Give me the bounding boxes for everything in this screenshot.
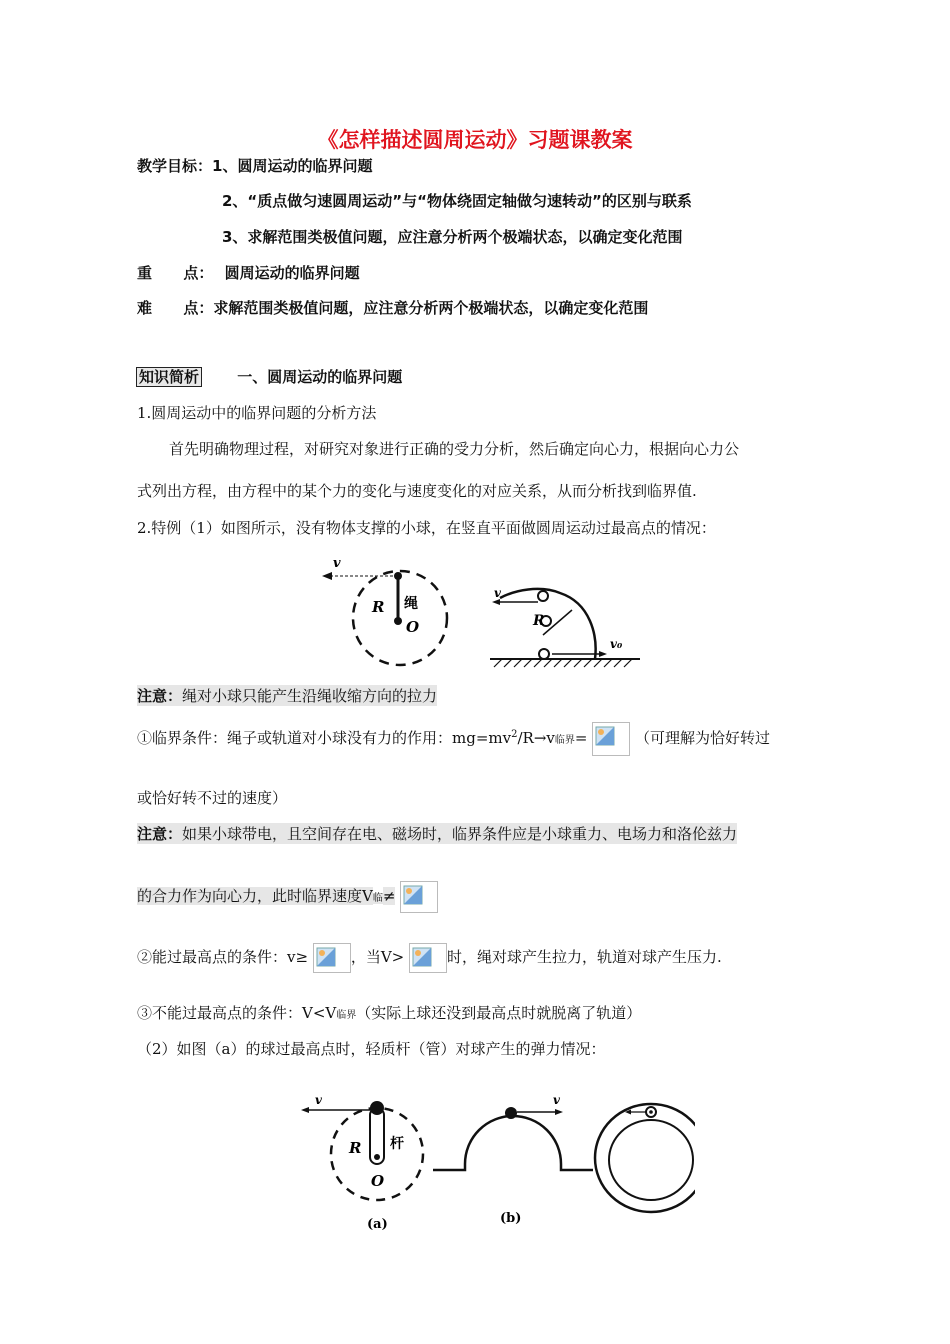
label-o-a: O <box>371 1172 385 1190</box>
page-title: 《怎样描述圆周运动》习题课教案 <box>317 128 633 152</box>
formula-image-icon <box>592 722 630 756</box>
cond1-sup: 2 <box>511 729 518 740</box>
label-v0: v₀ <box>610 637 623 651</box>
cond3-suffix: （实际上球还没到最高点时就脱离了轨道） <box>356 1004 642 1022</box>
figure-rope-track <box>310 555 650 675</box>
condition-2 <box>137 943 722 973</box>
caption-b: (b) <box>500 1211 522 1226</box>
key-point-text: 圆周运动的临界问题 <box>224 264 360 282</box>
cond1-suffix: （可理解为恰好转过 <box>635 729 771 747</box>
cond1-mid: /R→v <box>517 729 555 747</box>
arrow-head <box>322 572 332 580</box>
cond1-prefix: ①临界条件：绳子或轨道对小球没有力的作用：mg=mv <box>137 729 512 747</box>
arch-track <box>433 1116 593 1170</box>
goal-item-2: 2、“质点做匀速圆周运动”与“物体绕固定轴做匀速转动”的区别与联系 <box>222 192 692 210</box>
rod-pivot <box>374 1154 380 1160</box>
section-tag: 知识简析 <box>136 367 202 387</box>
note-2-text: 如果小球带电，且空间存在电、磁场时，临界条件应是小球重力、电场力和洛伦兹力 <box>182 825 738 843</box>
formula-image-icon <box>400 881 438 913</box>
note-1-text: 绳对小球只能产生沿绳收缩方向的拉力 <box>182 687 438 705</box>
formula-image-icon <box>313 943 351 973</box>
label-v-b: v <box>553 1093 560 1107</box>
condition-1 <box>137 722 770 756</box>
cond2-prefix: ②能过最高点的条件：v≥ <box>137 948 309 966</box>
condition-3 <box>137 1002 641 1023</box>
cond3-sub: 临界 <box>336 1010 357 1021</box>
goals-row-1 <box>137 155 372 176</box>
caption-a: (a) <box>367 1217 388 1232</box>
ball-top-track <box>538 591 548 601</box>
cond1-sub: 临界 <box>554 735 575 746</box>
goals-label: 教学目标： <box>137 157 213 175</box>
ground-hatch <box>494 659 632 667</box>
formula-image-icon <box>409 943 447 973</box>
para2: 2.特例（1）如图所示，没有物体支撑的小球，在竖直平面做圆周运动过最高点的情况： <box>137 519 716 537</box>
label-r-a: R <box>349 1139 362 1157</box>
cond3-prefix: ③不能过最高点的条件：V<V <box>137 1004 337 1022</box>
para1-line2: 式列出方程，由方程中的某个力的变化与速度变化的对应关系，从而分析找到临界值. <box>137 482 697 500</box>
note-1-label: 注意： <box>137 687 183 705</box>
center-dot <box>394 617 402 625</box>
cond2-mid: ，当V> <box>350 948 405 966</box>
label-rope: 绳 <box>404 596 418 612</box>
key-point <box>137 262 360 283</box>
key-point-label: 重 点： <box>137 264 214 282</box>
para3: （2）如图（a）的球过最高点时，轻质杆（管）对球产生的弹力情况： <box>137 1040 606 1058</box>
note2-line2-prefix: 的合力作为向心力，此时临界速度V <box>137 887 373 905</box>
difficult-point <box>137 297 648 318</box>
para1-heading: 1.圆周运动中的临界问题的分析方法 <box>137 404 377 422</box>
note-2 <box>137 823 737 844</box>
cond1-eq: = <box>574 729 588 747</box>
ball-rod <box>370 1101 384 1115</box>
note-2-line2 <box>137 881 438 913</box>
label-v-track: v <box>494 586 501 600</box>
label-v-a: v <box>315 1093 322 1107</box>
section-heading: 一、圆周运动的临界问题 <box>237 368 403 386</box>
note-1 <box>137 685 437 706</box>
para1-line1: 首先明确物理过程，对研究对象进行正确的受力分析，然后确定向心力，根据向心力公 <box>169 440 740 458</box>
difficult-point-label: 难 点： <box>137 299 214 317</box>
goal-item-3: 3、求解范围类极值问题，应注意分析两个极端状态，以确定变化范围 <box>222 228 683 246</box>
label-v: v <box>333 556 341 571</box>
label-o: O <box>406 618 420 636</box>
note-2-label: 注意： <box>137 825 183 843</box>
note2-line2-suffix: ≠ <box>382 887 396 905</box>
goal-item-1: 1、圆周运动的临界问题 <box>212 157 373 175</box>
ball-bottom-track <box>539 649 549 659</box>
cond2-suffix: 时，绳对球产生拉力，轨道对球产生压力. <box>447 948 722 966</box>
ball-arch <box>505 1107 517 1119</box>
label-r-track: R <box>533 613 545 629</box>
difficult-point-text: 求解范围类极值问题，应注意分析两个极端状态，以确定变化范围 <box>213 299 649 317</box>
tube-inner <box>609 1120 693 1200</box>
condition-1-line2: 或恰好转不过的速度） <box>137 789 288 807</box>
note2-line2-sub: 临 <box>372 893 383 904</box>
section-header <box>136 366 402 387</box>
figure-rod-tube <box>295 1090 695 1240</box>
label-rod: 杆 <box>390 1136 404 1152</box>
label-r: R <box>372 598 385 616</box>
